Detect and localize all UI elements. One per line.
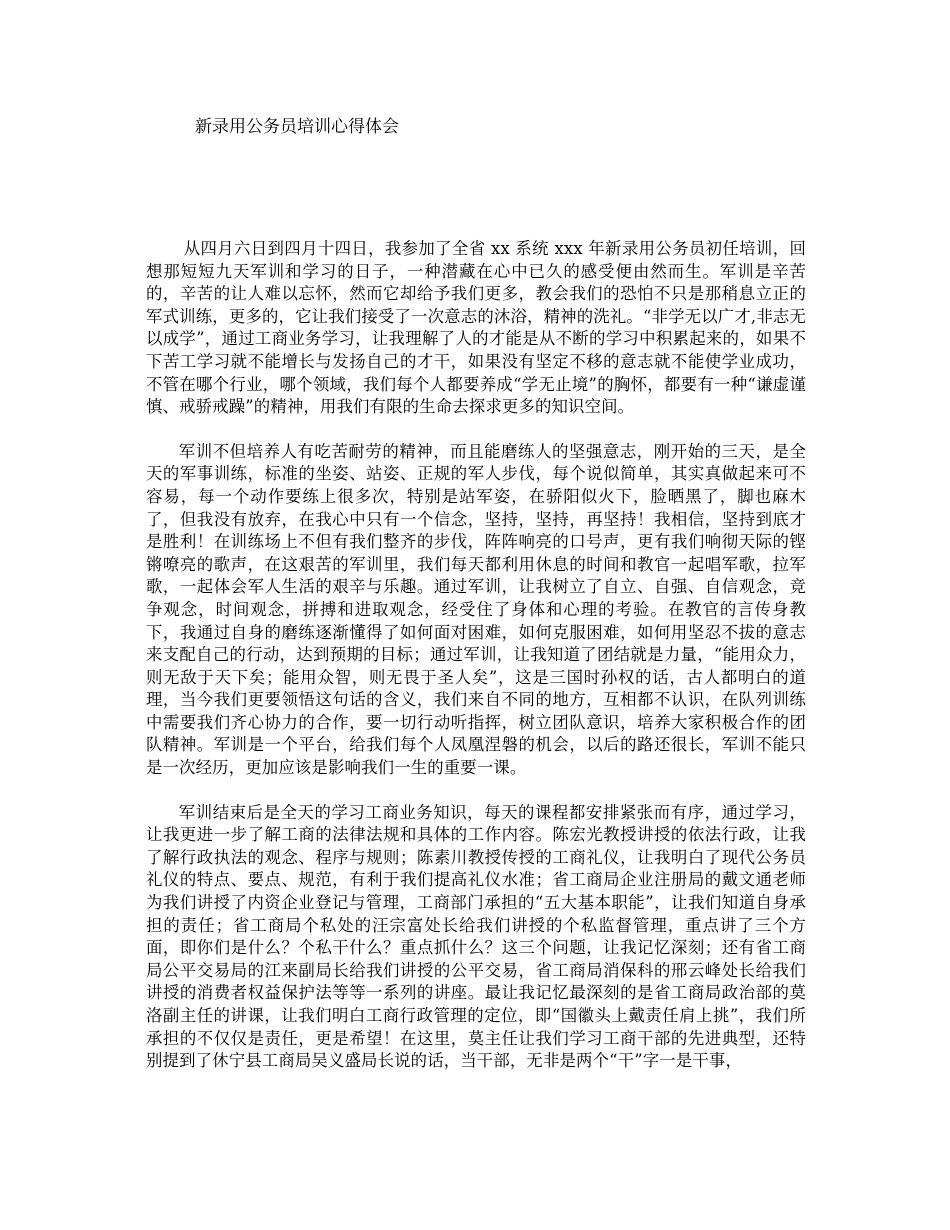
document-title: 新录用公务员培训心得体会 bbox=[195, 117, 399, 137]
document-body bbox=[146, 238, 806, 1095]
paragraph-2: 军训不但培养人有吃苦耐劳的精神，而且能磨练人的坚强意志，刚开始的三天，是全天的军事训练，标准的坐姿、站姿、正规的军人步伐，每个说似简单，其实真做起来可不容易，每一个动作要练上很多次，特别是站军姿，在骄阳似火下，脸晒黑了，脚也麻木了，但我没有放弃，在我心中只有一个信念，坚持，坚持，再坚持！我相信，坚持到底才是胜利！在训练场上不但有我们整齐的步伐，阵阵响亮的口号声，更有我们响彻天际的铿锵嘹亮的歌声，在这艰苦的军训里，我们每天都利用休息的时间和教官一起唱军歌，拉军歌，一起体会军人生活的艰辛与乐趣。通过军训，让我树立了自立、自强、自信观念，竞争观念，时间观念，拼搏和进取观念，经受住了身体和心理的考验。在教官的言传身教下，我通过自身的磨练逐渐懂得了如何面对困难，如何克服困难，如何用坚忍不拔的意志来支配自己的行动，达到预期的目标；通过军训，让我知道了团结就是力量，“能用众力，则无敌于天下矣；能用众智，则无畏于圣人矣”，这是三国时孙权的话，古人都明白的道理，当今我们更要领悟这句话的含义，我们来自不同的地方，互相都不认识，在队列训练中需要我们齐心协力的合作，要一切行动听指挥，树立团队意识，培养大家积极合作的团队精神。军训是一个平台，给我们每个人凤凰涅磐的机会，以后的路还很长，军训不能只是一次经历，更加应该是影响我们一生的重要一课。 bbox=[146, 441, 806, 778]
paragraph-3: 军训结束后是全天的学习工商业务知识，每天的课程都安排紧张而有序，通过学习，让我更进一步了解工商的法律法规和具体的工作内容。陈宏光教授讲授的依法行政，让我了解行政执法的观念、程序与规则；陈素川教授传授的工商礼仪，让我明白了现代公务员礼仪的特点、要点、规范，有利于我们提高礼仪水准；省工商局企业注册局的戴文通老师为我们讲授了内资企业登记与管理，工商部门承担的“五大基本职能”，让我们知道自身承担的责任；省工商局个私处的汪宗富处长给我们讲授的个私监督管理，重点讲了三个方面，即你们是什么？个私干什么？重点抓什么？这三个问题，让我记忆深刻；还有省工商局公平交易局的江来副局长给我们讲授的公平交易，省工商局消保科的邢云峰处长给我们讲授的消费者权益保护法等等一系列的讲座。最让我记忆最深刻的是省工商局政治部的莫洛副主任的讲课，让我们明白工商行政管理的定位，即“国徽头上戴责任肩上挑”，我们所承担的不仅仅是责任，更是希望！在这里，莫主任让我们学习工商干部的先进典型，还特别提到了休宁县工商局吴义盛局长说的话，当干部，无非是两个“干”字一是干事， bbox=[146, 802, 806, 1071]
paragraph-1: 从四月六日到四月十四日，我参加了全省 xx 系统 xxx 年新录用公务员初任培训，回想那短短九天军训和学习的日子，一种潜藏在心中已久的感受便由然而生。军训是辛苦的，辛苦的让人难以忘怀，然而它却给予我们更多，教会我们的恐怕不只是那稍息立正的军式训练，更多的，它让我们接受了一次意志的沐浴，精神的洗礼。“非学无以广才,非志无以成学”，通过工商业务学习，让我理解了人的才能是从不断的学习中积累起来的，如果不下苦工学习就不能增长与发扬自己的才干，如果没有坚定不移的意志就不能使学业成功，不管在哪个行业，哪个领域，我们每个人都要养成“学无止境”的胸怀，都要有一种“谦虚谨慎、戒骄戒躁”的精神，用我们有限的生命去探求更多的知识空间。 bbox=[146, 239, 806, 417]
